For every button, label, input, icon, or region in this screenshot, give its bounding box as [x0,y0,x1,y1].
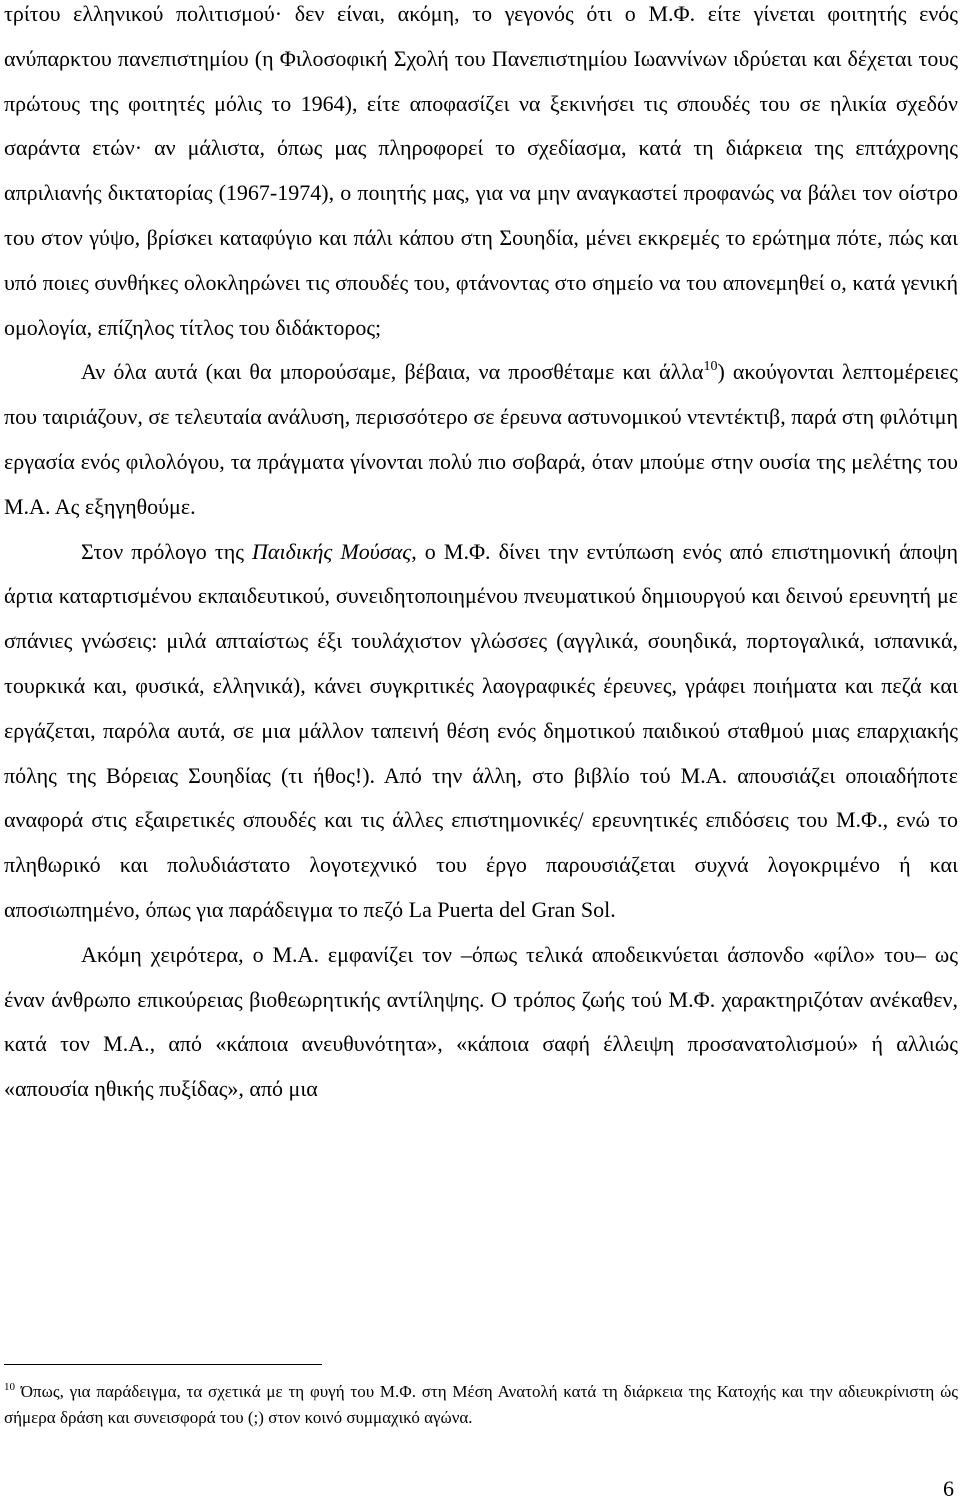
book-title: Παιδικής Μούσας [252,538,412,564]
paragraph-1-text: τρίτου ελληνικού πολιτισμού· δεν είναι, ακόμη, το γεγονός ότι ο Μ.Φ. είτε γίνεται φοιτητής ενός ανύπαρκτου πανεπιστημίου (η Φιλοσοφική Σχολή του Πανεπιστημίου Ιωαννίνων ιδρύεται και δέχεται τους πρώτους της φοιτητές μόλις το 1964), είτε αποφασίζει να ξεκινήσει τις σπουδές του σε ηλικία σχεδόν σαράντα ετών· αν μάλιστα, όπως μας πληροφορεί το σχεδίασμα, κατά τη διάρκεια της επτάχρονης απριλιανής δικτατορίας (1967-1974), ο ποιητής μας, για να μην αναγκαστεί προφανώς να βάλει τον οίστρο του στον γύψο, βρίσκει καταφύγιο και πάλι κάπου στη Σουηδία, μένει εκκρεμές το ερώτημα πότε, πώς και υπό ποιες συνθήκες ολοκληρώνει τις σπουδές του, φτάνοντας στο σημείο να του απονεμηθεί ο, κατά γενική ομολογία, επίζηλος τίτλος του διδάκτορος; [4,1,958,340]
page-body [4,0,958,1112]
footnote-separator [4,1364,322,1365]
paragraph-3 [4,530,958,933]
paragraph-4-text: Ακόμη χειρότερα, ο Μ.Α. εμφανίζει τον –όπως τελικά αποδεικνύεται άσπονδο «φίλο» του– ως έναν άνθρωπο επικούρειας βιοθεωρητικής αντίληψης. Ο τρόπος ζωής τού Μ.Φ. χαρακτηριζόταν ανέκαθεν, κατά τον Μ.Α., από «κάποια ανευθυνότητα», «κάποια σαφή έλλειψη προσανατολισμού» ή αλλιώς «απουσία ηθικής πυξίδας», από μια [4,941,958,1102]
page-number: 6 [943,1476,954,1501]
paragraph-3-text-start: Στον πρόλογο της [81,538,253,564]
footnote-number: 10 [4,1381,15,1393]
paragraph-2-text-start: Αν όλα αυτά (και θα μπορούσαμε, βέβαια, να προσθέταμε και άλλα [81,359,704,385]
footnote [4,1379,958,1431]
paragraph-2-text-end: ) ακούγονται λεπτομέρειες που ταιριάζουν, σε τελευταία ανάλυση, περισσότερο σε έρευνα αστυνομικού ντεντέκτιβ, παρά στη φιλότιμη εργασία ενός φιλολόγου, τα πράγματα γίνονται πολύ πιο σοβαρά, όταν μπούμε στην ουσία της μελέτης του Μ.Α. Ας εξηγηθούμε. [4,359,958,519]
paragraph-4 [4,933,958,1112]
footnote-reference[interactable]: 10 [703,359,718,375]
footnote-text: Όπως, για παράδειγμα, τα σχετικά με τη φυγή του Μ.Φ. στη Μέση Ανατολή κατά τη διάρκεια της Κατοχής και την αδιευκρίνιστη ώς σήμερα δράση και συνεισφορά του (;) στον κοινό συμμαχικό αγώνα. [4,1382,958,1427]
paragraph-2 [4,350,958,529]
paragraph-1 [4,0,958,350]
paragraph-3-text-end: , ο Μ.Φ. δίνει την εντύπωση ενός από επιστημονική άποψη άρτια καταρτισμένου εκπαιδευτικού, συνειδητοποιημένου πνευματικού δημιουργού και δεινού ερευνητή με σπάνιες γνώσεις: μιλά απταίστως έξι τουλάχιστον γλώσσες (αγγλικά, σουηδικά, πορτογαλικά, ισπανικά, τουρκικά και, φυσικά, ελληνικά), κάνει συγκριτικές λαογραφικές έρευνες, γράφει ποιήματα και πεζά και εργάζεται, παρόλα αυτά, σε μια μάλλον ταπεινή θέση ενός δημοτικού παιδικού σταθμού μιας επαρχιακής πόλης της Βόρειας Σουηδίας (τι ήθος!). Από την άλλη, στο βιβλίο τού Μ.Α. απουσιάζει οποιαδήποτε αναφορά στις εξαιρετικές σπουδές και τις άλλες επιστημονικές/ ερευνητικές επιδόσεις του Μ.Φ., ενώ το πληθωρικό και πολυδιάστατο λογοτεχνικό του έργο παρουσιάζεται συχνά λογοκριμένο ή και αποσιωπημένο, όπως για παράδειγμα το πεζό La Puerta del Gran Sol. [4,538,958,922]
